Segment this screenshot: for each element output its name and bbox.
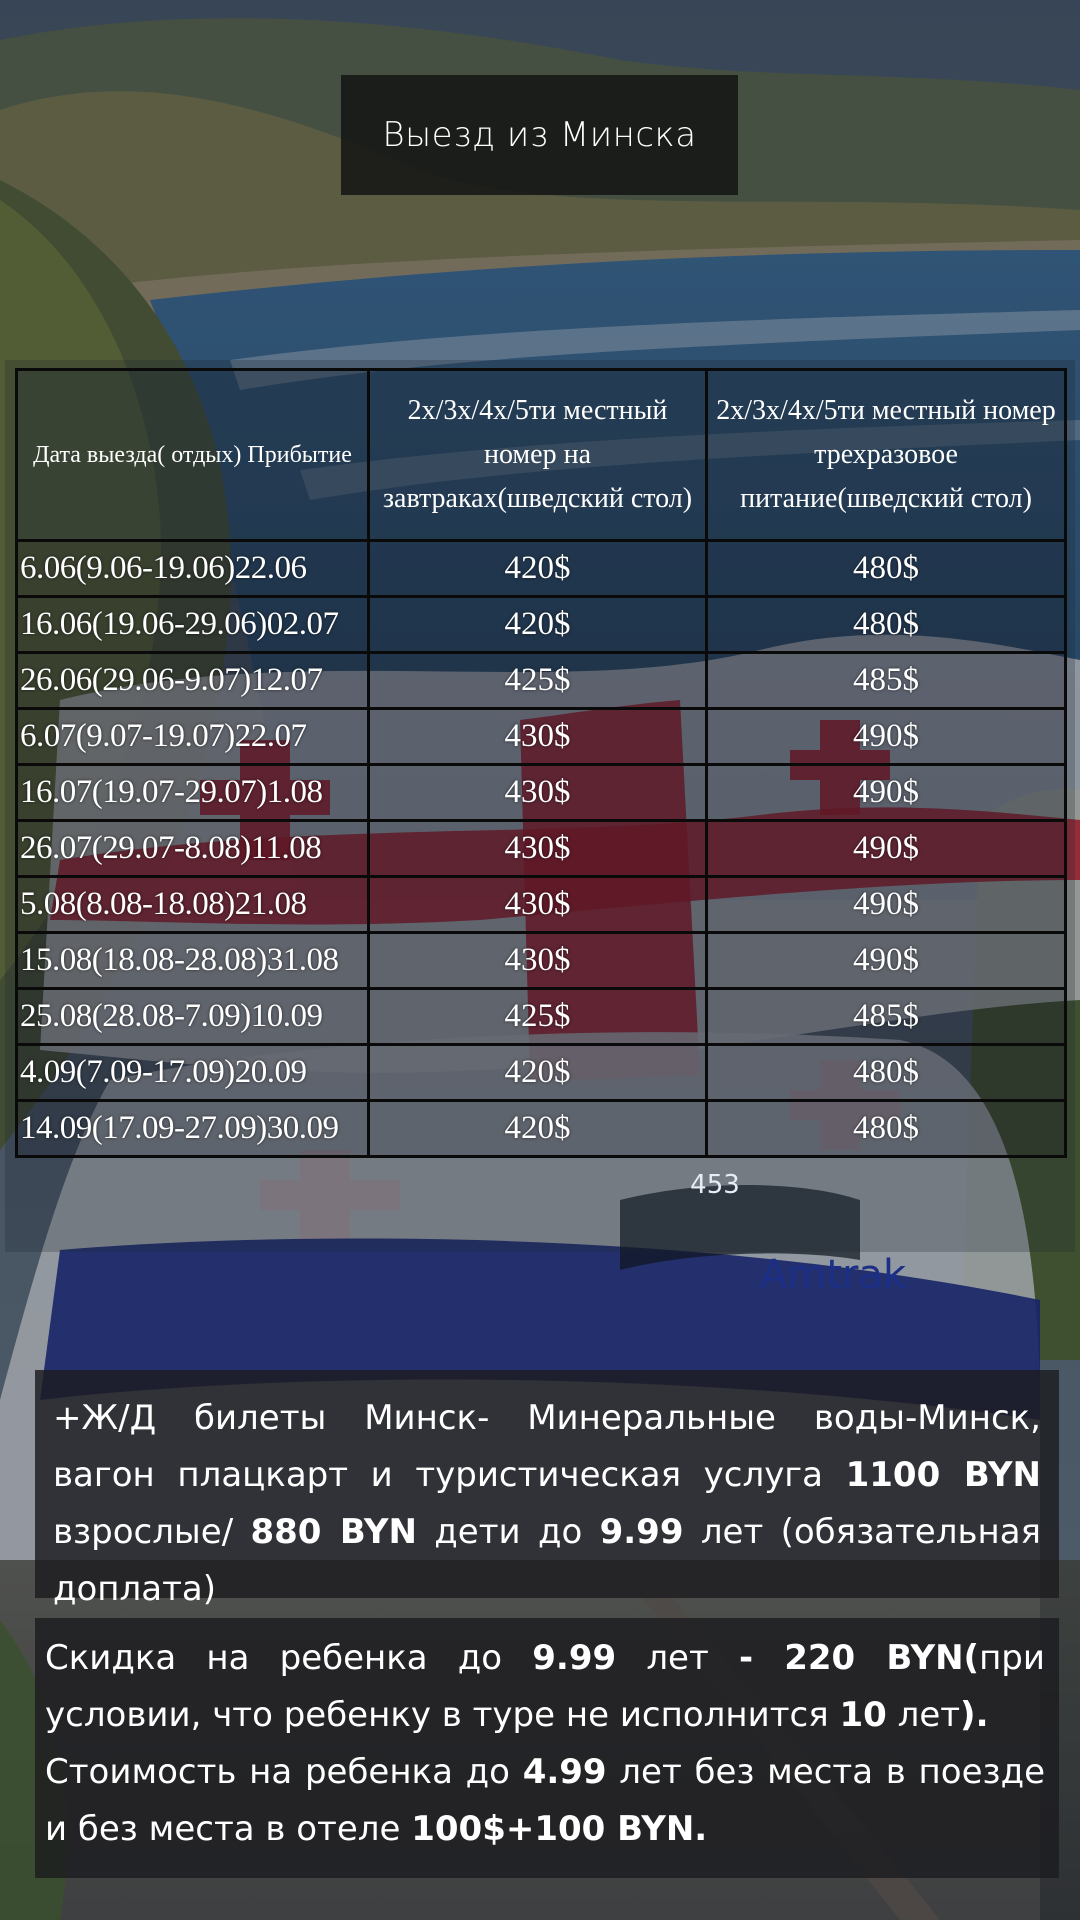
date-cell: 14.09(17.09-27.09)30.09 — [17, 1101, 369, 1157]
price-breakfast-cell: 430$ — [369, 821, 707, 877]
price-breakfast-cell: 430$ — [369, 765, 707, 821]
price-full-board-cell: 485$ — [707, 989, 1066, 1045]
table-row — [17, 877, 1066, 933]
table-row — [17, 1101, 1066, 1157]
note-text: лет — [886, 1695, 961, 1735]
price-table-container — [15, 368, 1064, 1158]
price-full-board-cell: 480$ — [707, 1045, 1066, 1101]
table-row — [17, 709, 1066, 765]
table-row — [17, 765, 1066, 821]
note-emphasis: 9.99 — [532, 1638, 617, 1678]
table-row — [17, 1045, 1066, 1101]
note-emphasis: 10 — [839, 1695, 887, 1735]
infant-price-paragraph — [45, 1744, 1045, 1858]
note-emphasis: 9.99 — [599, 1512, 684, 1552]
date-cell: 16.06(19.06-29.06)02.07 — [17, 597, 369, 653]
discount-paragraph — [45, 1630, 1045, 1744]
price-full-board-cell: 480$ — [707, 1101, 1066, 1157]
table-row — [17, 989, 1066, 1045]
price-breakfast-cell: 420$ — [369, 597, 707, 653]
column-header-dates: Дата выезда( отдых) Прибытие — [17, 370, 369, 541]
date-cell: 15.08(18.08-28.08)31.08 — [17, 933, 369, 989]
date-cell: 4.09(7.09-17.09)20.09 — [17, 1045, 369, 1101]
note-text: дети до — [416, 1512, 600, 1552]
date-cell: 25.08(28.08-7.09)10.09 — [17, 989, 369, 1045]
price-full-board-cell: 490$ — [707, 765, 1066, 821]
table-row — [17, 541, 1066, 597]
table-row — [17, 821, 1066, 877]
table-row — [17, 653, 1066, 709]
note-text: Скидка на ребенка до — [45, 1638, 533, 1678]
date-cell: 26.06(29.06-9.07)12.07 — [17, 653, 369, 709]
table-row — [17, 597, 1066, 653]
price-breakfast-cell: 430$ — [369, 709, 707, 765]
note-text: взрослые/ — [53, 1512, 251, 1552]
price-breakfast-cell: 430$ — [369, 877, 707, 933]
column-header-full-board: 2х/3х/4х/5ти местный номер трехразовое питание(шведский стол) — [707, 370, 1066, 541]
price-full-board-cell: 490$ — [707, 877, 1066, 933]
train-brand-label: Amtrak — [760, 1252, 907, 1298]
note-emphasis: 4.99 — [522, 1752, 607, 1792]
child-discount-note — [35, 1618, 1059, 1878]
date-cell: 6.07(9.07-19.07)22.07 — [17, 709, 369, 765]
note-emphasis: ). — [960, 1695, 989, 1735]
price-breakfast-cell: 420$ — [369, 1101, 707, 1157]
price-full-board-cell: 490$ — [707, 933, 1066, 989]
note-text: лет — [616, 1638, 739, 1678]
price-full-board-cell: 490$ — [707, 821, 1066, 877]
price-full-board-cell: 480$ — [707, 597, 1066, 653]
note-emphasis: 880 BYN — [250, 1512, 417, 1552]
price-breakfast-cell: 425$ — [369, 989, 707, 1045]
table-row — [17, 933, 1066, 989]
note-text: лет без места в поезде и без места в отеле — [45, 1752, 1045, 1849]
price-breakfast-cell: 420$ — [369, 541, 707, 597]
page-title: Выезд из Минска — [341, 75, 738, 195]
column-header-breakfast: 2х/3х/4х/5ти местный номер на завтраках(шведский стол) — [369, 370, 707, 541]
note-text: при условии, что ребенку в туре не исполнится — [45, 1638, 1045, 1735]
date-cell: 5.08(8.08-18.08)21.08 — [17, 877, 369, 933]
table-header-row — [17, 370, 1066, 541]
price-full-board-cell: 485$ — [707, 653, 1066, 709]
train-tickets-note — [35, 1370, 1059, 1609]
price-table — [15, 368, 1067, 1158]
date-cell: 16.07(19.07-29.07)1.08 — [17, 765, 369, 821]
price-breakfast-cell: 425$ — [369, 653, 707, 709]
note-emphasis: 100$+100 BYN. — [411, 1809, 708, 1849]
price-breakfast-cell: 430$ — [369, 933, 707, 989]
train-number-badge: 453 — [690, 1170, 740, 1200]
date-cell: 26.07(29.07-8.08)11.08 — [17, 821, 369, 877]
note-emphasis: 1100 BYN — [845, 1455, 1041, 1495]
note-text: лет (обязательная доплата) — [53, 1512, 1042, 1609]
date-cell: 6.06(9.06-19.06)22.06 — [17, 541, 369, 597]
note-emphasis: - 220 BYN( — [738, 1638, 980, 1678]
note-text: +Ж/Д билеты Минск- Минеральные воды-Минск, вагон плацкарт и туристическая услуга — [53, 1398, 1041, 1495]
price-full-board-cell: 480$ — [707, 541, 1066, 597]
note-text: Стоимость на ребенка до — [45, 1752, 523, 1792]
price-breakfast-cell: 420$ — [369, 1045, 707, 1101]
price-full-board-cell: 490$ — [707, 709, 1066, 765]
